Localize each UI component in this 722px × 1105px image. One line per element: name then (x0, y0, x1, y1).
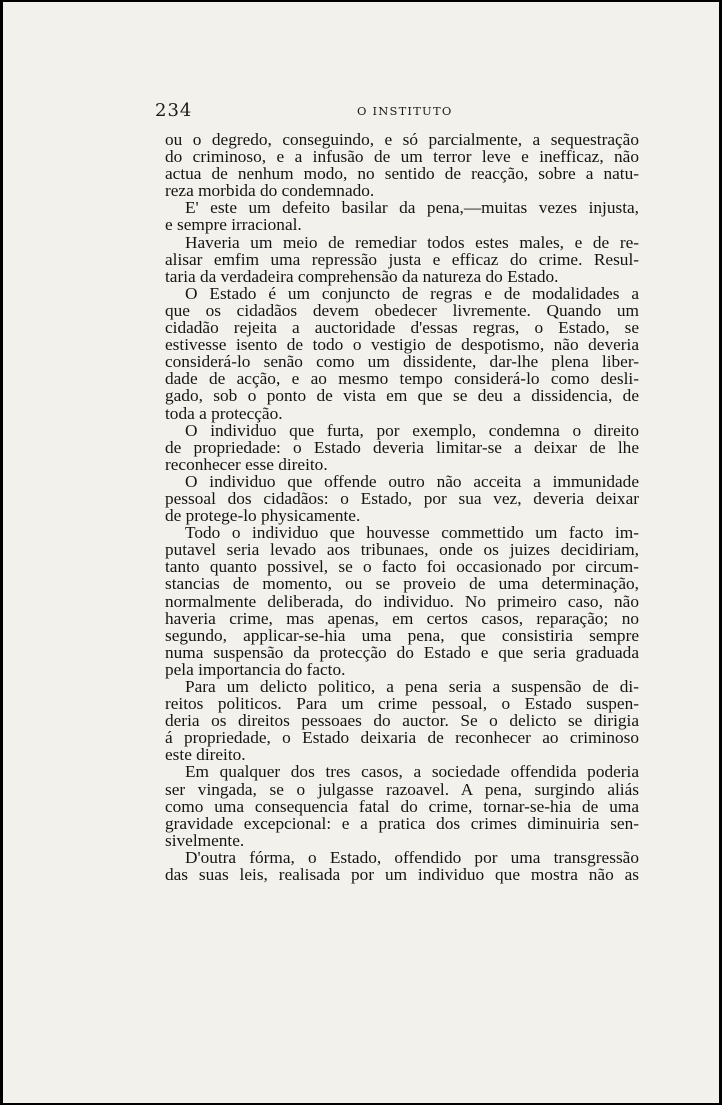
text-line: numa suspensão da protecção do Estado e que seria graduada (165, 642, 639, 662)
text-line: actua de nenhum modo, no sentido de reacção, sobre a natu- (165, 164, 639, 184)
text-line: O Estado é um conjuncto de regras e de modalidades a (185, 283, 639, 303)
text-line: do criminoso, e a infusão de um terror leve e inefficaz, não (165, 147, 639, 167)
text-line: como uma consequencia fatal do crime, tornar-se-hia de uma (165, 796, 639, 816)
text-line: gado, sob o ponto de vista em que se deu a dissidencia, de (165, 386, 639, 406)
text-line: taria da verdadeira comprehensão da natureza do Estado. (165, 266, 559, 286)
text-line: reconhecer esse direito. (165, 454, 328, 474)
text-line: pessoal dos cidadãos: o Estado, por sua vez, deveria deixar (165, 488, 639, 508)
text-line: deria os direitos pessoaes do auctor. Se o delicto se dirigia (165, 711, 639, 731)
text-line: toda a protecção. (165, 403, 283, 423)
text-line: D'outra fórma, o Estado, offendido por uma transgressão (185, 847, 639, 867)
text-line: Em qualquer dos tres casos, a sociedade offendida poderia (185, 762, 639, 782)
text-line: este direito. (165, 745, 246, 765)
text-line: das suas leis, realisada por um individuo que mostra não as (165, 865, 639, 885)
text-line: de protege-lo physicamente. (165, 506, 361, 526)
text-line: Todo o individuo que houvesse commettido um facto im- (185, 523, 639, 543)
text-line: e sempre irracional. (165, 215, 302, 235)
text-line: putavel seria levado aos tribunaes, onde os juizes decidiriam, (165, 540, 639, 560)
text-line: cidadão rejeita a auctoridade d'essas regras, o Estado, se (165, 318, 639, 338)
running-title: O INSTITUTO (357, 104, 453, 118)
text-line: ser vingada, se o julgasse razoavel. A pena, surgindo aliás (165, 779, 639, 799)
text-line: estivesse isento de todo o vestigio de despotismo, não deveria (165, 335, 639, 355)
book-page (3, 2, 719, 1103)
text-line: O individuo que offende outro não acceita a immunidade (185, 471, 639, 491)
text-line: ou o degredo, conseguindo, e só parcialmente, a sequestração (165, 130, 639, 149)
text-line: de propriedade: o Estado deveria limitar-se a deixar de lhe (165, 437, 639, 457)
text-line: O individuo que furta, por exemplo, condemna o direito (185, 420, 639, 440)
page-number: 234 (155, 100, 193, 121)
text-line: E' este um defeito basilar da pena,—muitas vezes injusta, (185, 198, 639, 218)
page-header (3, 100, 719, 120)
text-line: reitos politicos. Para um crime pessoal, o Estado suspen- (165, 694, 639, 714)
text-line: gravidade excepcional: e a pratica dos crimes diminuiria sen- (165, 813, 639, 833)
text-line: reza morbida do condemnado. (165, 181, 375, 201)
text-line: Haveria um meio de remediar todos estes males, e de re- (185, 232, 639, 252)
text-line: considerá-lo senão como um dissidente, dar-lhe plena liber- (165, 352, 639, 372)
text-line: segundo, applicar-se-hia uma pena, que consistiria sempre (165, 625, 639, 645)
text-line: tanto quanto possivel, se o facto foi occasionado por circum- (165, 557, 639, 577)
text-line: stancias de momento, ou se proveio de uma determinação, (165, 574, 639, 594)
text-line: alisar emfim uma repressão justa e efficaz do crime. Resul- (165, 249, 639, 269)
text-line: sivelmente. (165, 830, 245, 850)
text-line: haveria crime, mas apenas, em certos casos, reparação; no (165, 608, 639, 628)
text-line: dade de acção, e ao mesmo tempo considerá-lo como desli- (165, 369, 639, 389)
text-line: pela importancia do facto. (165, 659, 346, 679)
body-text (165, 131, 639, 883)
text-line: Para um delicto politico, a pena seria a suspensão de di- (185, 677, 639, 696)
text-line: normalmente deliberada, do individuo. No primeiro caso, não (165, 591, 639, 611)
text-line: que os cidadãos devem obedecer livremente. Quando um (165, 300, 639, 320)
text-line: á propriedade, o Estado deixaria de reconhecer ao criminoso (165, 728, 639, 748)
